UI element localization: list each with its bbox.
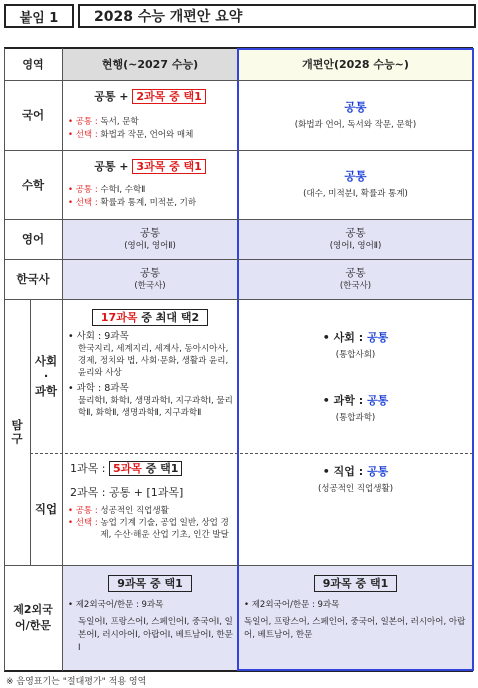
row-label-math: 수학 xyxy=(21,177,45,192)
social-science-reform-cell xyxy=(238,299,473,453)
page-title: 2028 수능 개편안 요약 xyxy=(78,4,476,28)
foreign-current-list: 독일어Ⅰ, 프랑스어Ⅰ, 스페인어Ⅰ, 중국어Ⅰ, 일본어Ⅰ, 러시아어Ⅰ, 아랍어Ⅰ, 베트남어Ⅰ, 한문Ⅰ xyxy=(78,617,233,653)
social-subject-head: • 사회 : 9과목 xyxy=(68,331,129,342)
reform-vocational-value: 공통 xyxy=(366,465,389,478)
social-science-choice-rest: 중 최대 택2 xyxy=(137,311,200,324)
vocational-elective-tag: • 선택 : xyxy=(68,518,98,528)
math-current-cell xyxy=(62,150,238,219)
vocational-elective-subjects: 농업 기계 기술, 공업 일반, 상업 경제, 수산·해운 산업 기초, 인간 발달 xyxy=(100,518,229,540)
social-science-choice-count: 17과목 xyxy=(100,311,138,324)
row-label-english: 영어 xyxy=(21,232,45,246)
vocational-current-cell xyxy=(62,453,238,565)
math-elective-subjects: 확률과 통계, 미적분, 기하 xyxy=(100,198,197,208)
reform-social-subjects: (통합사회) xyxy=(335,350,376,360)
foreign-current-cell xyxy=(62,565,238,670)
row-label-foreign-language: 제2외국어/한문 xyxy=(13,602,53,632)
row-label-inquiry xyxy=(4,299,30,565)
history-current-title: 공통 xyxy=(139,267,161,279)
math-common-subjects: 수학Ⅰ, 수학Ⅱ xyxy=(100,185,146,195)
korean-common-subjects: 독서, 문학 xyxy=(100,117,139,127)
row-label-social-science xyxy=(30,299,62,453)
history-current-subjects: (한국사) xyxy=(134,281,166,291)
vocational-second-subject: 2과목 : 공통 + [1과목] xyxy=(70,486,184,499)
history-reform-subjects: (한국사) xyxy=(339,281,372,291)
reform-social-value: 공통 xyxy=(366,331,389,344)
math-common-tag: • 공통 : xyxy=(68,185,98,195)
korean-common-tag: • 공통 : xyxy=(68,117,98,127)
vocational-common-tag: • 공통 : xyxy=(68,506,98,516)
foreign-current-choice-box: 9과목 중 택1 xyxy=(108,575,191,592)
vocational-common-subject: 성공적인 직업생활 xyxy=(100,506,169,516)
reform-science-subjects: (통합과학) xyxy=(335,413,376,423)
math-reform-subjects: (대수, 미적분Ⅰ, 확률과 통계) xyxy=(303,189,408,199)
math-elective-tag: • 선택 : xyxy=(68,198,98,208)
math-reform-cell xyxy=(238,150,473,219)
social-label: 사회 xyxy=(34,353,58,368)
korean-reform-cell xyxy=(238,80,473,150)
history-current-cell xyxy=(62,259,238,299)
social-science-current-cell xyxy=(62,299,238,453)
history-reform-title: 공통 xyxy=(345,267,366,279)
reform-vocational-label: • 직업 : xyxy=(322,465,367,478)
col-header-reform: 개편안(2028 수능~) xyxy=(302,58,409,71)
reform-science-value: 공통 xyxy=(366,394,389,407)
col-header-area: 영역 xyxy=(22,58,44,71)
math-common-prefix: 공통 + xyxy=(94,160,133,173)
reform-social-label: • 사회 : xyxy=(322,331,367,344)
english-current-subjects: (영어Ⅰ, 영어Ⅱ) xyxy=(124,241,176,251)
english-reform-cell xyxy=(238,219,473,259)
row-label-korean-history: 한국사 xyxy=(16,272,50,286)
vocational-choice-count: 5과목 xyxy=(112,462,142,475)
vocational-first-subject-label: 1과목 : xyxy=(70,462,109,475)
korean-current-cell xyxy=(62,80,238,150)
vocational-choice-rest: 중 택1 xyxy=(141,462,179,475)
korean-reform-title: 공통 xyxy=(344,99,367,114)
korean-reform-subjects: (화법과 언어, 독서와 작문, 문학) xyxy=(294,119,417,130)
korean-choice-box: 2과목 중 택1 xyxy=(132,89,205,104)
math-choice-box: 3과목 중 택1 xyxy=(132,159,205,174)
vocational-choice-box xyxy=(109,461,182,476)
korean-elective-subjects: 화법과 작문, 언어와 매체 xyxy=(100,130,194,140)
social-science-dot: · xyxy=(43,368,49,383)
row-label-korean: 국어 xyxy=(21,108,45,122)
foreign-current-head: • 제2외국어/한문 : 9과목 xyxy=(68,600,164,610)
science-subject-head: • 과학 : 8과목 xyxy=(68,383,129,394)
inquiry-label-text: 탐구 xyxy=(10,418,24,446)
vocational-reform-cell xyxy=(238,453,473,565)
foreign-reform-cell xyxy=(238,565,473,670)
foreign-reform-list: 독일어, 프랑스어, 스페인어, 중국어, 일본어, 러시아어, 아랍어, 베트남어, 한문 xyxy=(244,617,466,640)
english-reform-title: 공통 xyxy=(345,227,366,239)
foreign-reform-choice-box: 9과목 중 택1 xyxy=(314,575,397,592)
english-current-title: 공통 xyxy=(139,227,161,239)
reform-science-label: • 과학 : xyxy=(322,394,367,407)
attachment-tag: 붙임 1 xyxy=(4,4,74,28)
social-subject-list: 한국지리, 세계지리, 세계사, 동아시아사, 경제, 정치와 법, 사회·문화, 생활과 윤리, 윤리와 사상 xyxy=(78,344,229,378)
science-label: 과학 xyxy=(34,383,58,398)
english-reform-subjects: (영어Ⅰ, 영어Ⅱ) xyxy=(329,241,382,251)
math-reform-title: 공통 xyxy=(344,169,367,183)
document-header xyxy=(4,4,476,30)
footnote: ※ 음영표기는 "절대평가" 적용 영역 xyxy=(6,677,147,687)
korean-common-prefix: 공통 + xyxy=(94,90,133,103)
reform-vocational-subjects: (성공적인 직업생활) xyxy=(317,484,394,494)
row-label-vocational: 직업 xyxy=(34,502,58,516)
korean-elective-tag: • 선택 : xyxy=(68,130,98,140)
science-subject-list: 물리학Ⅰ, 화학Ⅰ, 생명과학Ⅰ, 지구과학Ⅰ, 물리학Ⅱ, 화학Ⅱ, 생명과학Ⅱ, 지구과학Ⅱ xyxy=(78,396,233,418)
foreign-reform-head: • 제2외국어/한문 : 9과목 xyxy=(244,600,340,610)
history-reform-cell xyxy=(238,259,473,299)
col-header-current: 현행(~2027 수능) xyxy=(101,58,199,71)
social-science-choice-box xyxy=(92,309,208,326)
english-current-cell xyxy=(62,219,238,259)
